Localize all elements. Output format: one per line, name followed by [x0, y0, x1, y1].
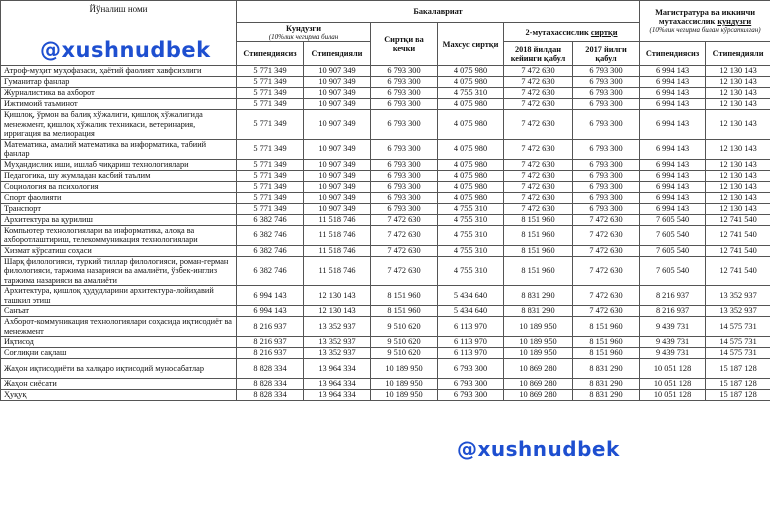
table-row: [1, 337, 770, 348]
price-cell: 5 771 349: [237, 110, 304, 140]
price-cell: 6 793 300: [573, 66, 640, 77]
table-row: [1, 88, 770, 99]
price-cell: 9 510 620: [371, 348, 438, 359]
direction-name: Атроф-муҳит муҳофазаси, ҳаётий фаолият хавфсизлиги: [1, 66, 237, 77]
price-cell: 8 216 937: [237, 348, 304, 359]
price-cell: 7 472 630: [504, 139, 573, 159]
price-cell: 5 434 640: [438, 286, 504, 306]
table-row: [1, 286, 770, 306]
direction-name: Санъат: [1, 306, 237, 317]
price-cell: 6 994 143: [640, 88, 706, 99]
price-cell: 6 994 143: [237, 286, 304, 306]
price-cell: 12 130 143: [304, 286, 371, 306]
price-cell: 6 793 300: [573, 159, 640, 170]
price-cell: 10 907 349: [304, 99, 371, 110]
price-cell: 8 216 937: [640, 286, 706, 306]
direction-name: Педагогика, шу жумладан касбий таълим: [1, 170, 237, 181]
price-cell: 8 831 290: [504, 286, 573, 306]
table-row: [1, 159, 770, 170]
direction-name: Қишлоқ, ўрмон ва балиқ хўжалиги, қишлоқ хўжалигида менежмент, қишлоқ хўжалик техникаси, ветеринария, ирригация ва мелиорация: [1, 110, 237, 140]
price-cell: 4 755 310: [438, 256, 504, 286]
price-cell: 6 793 300: [573, 139, 640, 159]
price-cell: 10 189 950: [504, 348, 573, 359]
price-cell: 12 130 143: [706, 139, 770, 159]
price-cell: 7 472 630: [504, 88, 573, 99]
price-cell: 6 994 143: [237, 306, 304, 317]
price-cell: 13 352 937: [304, 317, 371, 337]
price-cell: 8 151 960: [573, 348, 640, 359]
price-cell: 6 793 300: [371, 203, 438, 214]
watermark-top: @xushnudbek: [40, 38, 211, 62]
table-row: [1, 139, 770, 159]
price-cell: 15 187 128: [706, 379, 770, 390]
direction-name: Шарқ филологияси, туркий тиллар филологияси, роман-герман филологияси, таржима назарияси ва амалиёти, ўзбек-инглиз таржима назарияси ва амалиёти: [1, 256, 237, 286]
price-cell: 6 113 970: [438, 348, 504, 359]
direction-name: Архитектура ва қурилиш: [1, 214, 237, 225]
price-cell: 12 130 143: [706, 66, 770, 77]
price-cell: 9 510 620: [371, 337, 438, 348]
master-header: [640, 1, 770, 42]
table-row: [1, 203, 770, 214]
parttime-evening-header: Сиртқи ва кечки: [371, 23, 438, 66]
price-cell: 8 151 960: [504, 214, 573, 225]
price-cell: 10 907 349: [304, 139, 371, 159]
price-cell: 7 472 630: [573, 214, 640, 225]
price-cell: 5 771 349: [237, 170, 304, 181]
price-cell: 7 472 630: [504, 170, 573, 181]
price-cell: 6 793 300: [438, 379, 504, 390]
price-cell: 6 793 300: [573, 88, 640, 99]
price-cell: 11 518 746: [304, 256, 371, 286]
price-cell: 10 907 349: [304, 170, 371, 181]
price-cell: 10 189 950: [504, 337, 573, 348]
second-degree-mode: сиртқи: [590, 27, 618, 37]
price-cell: 7 472 630: [573, 225, 640, 245]
price-cell: 7 472 630: [504, 159, 573, 170]
price-cell: 8 831 290: [573, 359, 640, 379]
second-degree-label: 2-мутахассислик: [525, 27, 589, 37]
fulltime-note: (10%лик чегирма билан: [268, 32, 339, 41]
price-cell: 7 472 630: [504, 181, 573, 192]
price-cell: 13 352 937: [304, 337, 371, 348]
direction-name: Транспорт: [1, 203, 237, 214]
table-row: [1, 390, 770, 401]
price-cell: 5 771 349: [237, 192, 304, 203]
price-cell: 8 216 937: [237, 337, 304, 348]
direction-name: Компьютер технологиялари ва информатика, алоқа ва ахборотлаштириш, телекоммуникация технологиялари: [1, 225, 237, 245]
price-cell: 4 075 980: [438, 192, 504, 203]
price-cell: 6 793 300: [371, 77, 438, 88]
table-row: [1, 99, 770, 110]
price-cell: 6 382 746: [237, 245, 304, 256]
price-cell: 7 472 630: [504, 203, 573, 214]
direction-name: Жаҳон иқтисодиёти ва халқаро иқтисодий муносабатлар: [1, 359, 237, 379]
price-cell: 9 439 731: [640, 337, 706, 348]
price-cell: 6 994 143: [640, 77, 706, 88]
price-cell: 11 518 746: [304, 245, 371, 256]
price-cell: 10 869 280: [504, 359, 573, 379]
fulltime-label: Кундузги: [286, 23, 321, 33]
price-cell: 11 518 746: [304, 225, 371, 245]
price-cell: 6 793 300: [371, 99, 438, 110]
price-cell: 15 187 128: [706, 359, 770, 379]
price-cell: 12 130 143: [706, 192, 770, 203]
price-cell: 14 575 731: [706, 337, 770, 348]
price-cell: 7 605 540: [640, 245, 706, 256]
direction-name: Жаҳон сиёсати: [1, 379, 237, 390]
price-cell: 10 907 349: [304, 159, 371, 170]
price-cell: 6 994 143: [640, 203, 706, 214]
price-cell: 12 130 143: [706, 159, 770, 170]
price-cell: 6 994 143: [640, 66, 706, 77]
price-cell: 12 741 540: [706, 214, 770, 225]
direction-name: Математика, амалий математика ва информатика, табиий фанлар: [1, 139, 237, 159]
price-cell: 8 151 960: [371, 286, 438, 306]
price-cell: 10 907 349: [304, 88, 371, 99]
price-cell: 6 793 300: [573, 99, 640, 110]
table-row: [1, 110, 770, 140]
price-cell: 10 907 349: [304, 77, 371, 88]
price-cell: 4 075 980: [438, 77, 504, 88]
price-cell: 6 793 300: [573, 77, 640, 88]
fulltime-no-stipend-header: Стипендиясиз: [237, 42, 304, 66]
direction-name: Ижтимоий таъминот: [1, 99, 237, 110]
price-cell: 8 151 960: [371, 306, 438, 317]
price-cell: 4 075 980: [438, 99, 504, 110]
price-cell: 7 605 540: [640, 256, 706, 286]
price-cell: 10 189 950: [371, 379, 438, 390]
direction-name: Архитектура, қишлоқ ҳудудларини архитектура-лойиҳавий ташкил этиш: [1, 286, 237, 306]
price-cell: 13 352 937: [706, 286, 770, 306]
price-cell: 7 472 630: [371, 245, 438, 256]
price-cell: 10 189 950: [504, 317, 573, 337]
price-cell: 5 771 349: [237, 66, 304, 77]
table-row: [1, 225, 770, 245]
second-degree-header: [504, 23, 640, 42]
table-row: [1, 192, 770, 203]
bachelor-header: Бакалавриат: [237, 1, 640, 23]
direction-name: Хизмат кўрсатиш соҳаси: [1, 245, 237, 256]
master-no-stipend-header: Стипендиясиз: [640, 42, 706, 66]
master-label: Магистратура ва иккинчи мутахассислик: [655, 8, 756, 26]
watermark-bottom: @xushnudbek: [457, 437, 620, 461]
price-cell: 5 771 349: [237, 99, 304, 110]
price-cell: 7 472 630: [371, 256, 438, 286]
price-cell: 8 151 960: [504, 225, 573, 245]
price-cell: 7 472 630: [371, 214, 438, 225]
fulltime-stipend-header: Стипендияли: [304, 42, 371, 66]
price-cell: 14 575 731: [706, 348, 770, 359]
price-cell: 12 130 143: [706, 181, 770, 192]
fulltime-header: [237, 23, 371, 42]
price-cell: 10 189 950: [371, 359, 438, 379]
price-cell: 10 907 349: [304, 203, 371, 214]
price-cell: 7 472 630: [504, 66, 573, 77]
table-row: [1, 214, 770, 225]
price-cell: 4 755 310: [438, 225, 504, 245]
master-note: (10%лик чегирма билан кўрсатилган): [649, 26, 761, 34]
price-cell: 8 216 937: [640, 306, 706, 317]
price-cell: 6 793 300: [371, 192, 438, 203]
price-cell: 7 472 630: [504, 192, 573, 203]
price-cell: 12 130 143: [706, 99, 770, 110]
price-cell: 9 439 731: [640, 317, 706, 337]
master-stipend-header: Стипендияли: [706, 42, 770, 66]
price-cell: 6 793 300: [371, 66, 438, 77]
master-mode-label: кундузги: [717, 17, 752, 26]
price-cell: 4 075 980: [438, 66, 504, 77]
price-cell: 12 130 143: [304, 306, 371, 317]
price-cell: 6 793 300: [573, 203, 640, 214]
price-cell: 13 964 334: [304, 359, 371, 379]
price-cell: 10 051 128: [640, 359, 706, 379]
table-row: [1, 66, 770, 77]
price-cell: 7 472 630: [573, 245, 640, 256]
price-cell: 8 216 937: [237, 317, 304, 337]
price-cell: 4 075 980: [438, 170, 504, 181]
price-cell: 8 831 290: [573, 379, 640, 390]
price-cell: 4 075 980: [438, 139, 504, 159]
direction-name-label: Йўналиш номи: [89, 4, 148, 14]
price-cell: 4 075 980: [438, 181, 504, 192]
direction-name: Ахборот-коммуникация технологиялари соҳасида иқтисодиёт ва менежмент: [1, 317, 237, 337]
price-cell: 12 130 143: [706, 110, 770, 140]
price-cell: 6 793 300: [573, 110, 640, 140]
price-cell: 6 994 143: [640, 110, 706, 140]
price-cell: 5 434 640: [438, 306, 504, 317]
price-cell: 6 793 300: [573, 170, 640, 181]
price-cell: 6 793 300: [573, 192, 640, 203]
price-cell: 6 113 970: [438, 317, 504, 337]
price-cell: 4 755 310: [438, 203, 504, 214]
after-2018-header: 2018 йилдан кейинги қабул: [504, 42, 573, 66]
price-cell: 9 439 731: [640, 348, 706, 359]
price-cell: 7 605 540: [640, 214, 706, 225]
price-cell: 6 994 143: [640, 170, 706, 181]
price-cell: 6 382 746: [237, 214, 304, 225]
price-cell: 7 472 630: [573, 256, 640, 286]
price-cell: 6 994 143: [640, 159, 706, 170]
price-cell: 4 755 310: [438, 245, 504, 256]
table-row: [1, 170, 770, 181]
price-cell: 6 793 300: [573, 181, 640, 192]
price-cell: 5 771 349: [237, 203, 304, 214]
price-cell: 12 741 540: [706, 256, 770, 286]
price-cell: 6 793 300: [371, 110, 438, 140]
table-row: [1, 359, 770, 379]
price-cell: 15 187 128: [706, 390, 770, 401]
price-cell: 13 352 937: [706, 306, 770, 317]
direction-name: Спорт фаолияти: [1, 192, 237, 203]
price-cell: 8 151 960: [573, 337, 640, 348]
price-cell: 8 151 960: [504, 245, 573, 256]
from-2017-header: 2017 йилги қабул: [573, 42, 640, 66]
price-cell: 8 151 960: [573, 317, 640, 337]
price-cell: 4 075 980: [438, 110, 504, 140]
price-cell: 8 831 290: [504, 306, 573, 317]
price-cell: 5 771 349: [237, 139, 304, 159]
price-cell: 5 771 349: [237, 181, 304, 192]
price-cell: 6 793 300: [371, 170, 438, 181]
price-cell: 6 793 300: [371, 88, 438, 99]
price-cell: 12 741 540: [706, 225, 770, 245]
price-cell: 8 828 334: [237, 390, 304, 401]
table-row: [1, 379, 770, 390]
price-cell: 6 994 143: [640, 99, 706, 110]
price-cell: 5 771 349: [237, 88, 304, 99]
price-cell: 4 755 310: [438, 88, 504, 99]
price-cell: 6 113 970: [438, 337, 504, 348]
special-parttime-header: Махсус сиртқи: [438, 23, 504, 66]
price-cell: 5 771 349: [237, 159, 304, 170]
direction-name: Иқтисод: [1, 337, 237, 348]
price-cell: 10 189 950: [371, 390, 438, 401]
table-row: [1, 181, 770, 192]
table-row: [1, 348, 770, 359]
price-cell: 7 472 630: [371, 225, 438, 245]
price-cell: 6 793 300: [371, 181, 438, 192]
price-cell: 12 130 143: [706, 203, 770, 214]
price-cell: 10 907 349: [304, 181, 371, 192]
table-row: [1, 256, 770, 286]
price-cell: 4 075 980: [438, 159, 504, 170]
price-cell: 5 771 349: [237, 77, 304, 88]
price-cell: 12 741 540: [706, 245, 770, 256]
price-cell: 6 382 746: [237, 225, 304, 245]
table-row: [1, 245, 770, 256]
price-cell: 7 472 630: [504, 110, 573, 140]
price-cell: 10 869 280: [504, 390, 573, 401]
price-cell: 11 518 746: [304, 214, 371, 225]
price-cell: 6 994 143: [640, 181, 706, 192]
direction-name: Муҳандислик иши, ишлаб чиқариш технологиялари: [1, 159, 237, 170]
price-cell: 7 472 630: [573, 286, 640, 306]
price-cell: 10 869 280: [504, 379, 573, 390]
price-cell: 6 994 143: [640, 139, 706, 159]
price-cell: 10 051 128: [640, 390, 706, 401]
price-cell: 7 605 540: [640, 225, 706, 245]
price-cell: 13 964 334: [304, 379, 371, 390]
price-cell: 6 382 746: [237, 256, 304, 286]
price-cell: 6 793 300: [371, 159, 438, 170]
price-cell: 7 472 630: [504, 77, 573, 88]
price-cell: 6 793 300: [438, 390, 504, 401]
price-cell: 10 907 349: [304, 66, 371, 77]
direction-name: Журналистика ва ахборот: [1, 88, 237, 99]
price-cell: 8 828 334: [237, 379, 304, 390]
price-cell: 8 828 334: [237, 359, 304, 379]
price-cell: 12 130 143: [706, 170, 770, 181]
direction-name: Ҳуқуқ: [1, 390, 237, 401]
table-row: [1, 306, 770, 317]
price-cell: 8 151 960: [504, 256, 573, 286]
price-cell: 10 051 128: [640, 379, 706, 390]
price-cell: 7 472 630: [504, 99, 573, 110]
direction-name: Соғлиқни сақлаш: [1, 348, 237, 359]
price-cell: 14 575 731: [706, 317, 770, 337]
price-cell: 6 994 143: [640, 192, 706, 203]
price-cell: 9 510 620: [371, 317, 438, 337]
price-cell: 10 907 349: [304, 192, 371, 203]
price-cell: 4 755 310: [438, 214, 504, 225]
price-cell: 13 964 334: [304, 390, 371, 401]
price-cell: 12 130 143: [706, 88, 770, 99]
table-row: [1, 317, 770, 337]
price-cell: 6 793 300: [371, 139, 438, 159]
price-cell: 13 352 937: [304, 348, 371, 359]
direction-name: Социология ва психология: [1, 181, 237, 192]
direction-name: Гуманитар фанлар: [1, 77, 237, 88]
price-cell: 7 472 630: [573, 306, 640, 317]
price-cell: 8 831 290: [573, 390, 640, 401]
price-cell: 10 907 349: [304, 110, 371, 140]
table-row: [1, 77, 770, 88]
price-cell: 12 130 143: [706, 77, 770, 88]
price-cell: 6 793 300: [438, 359, 504, 379]
